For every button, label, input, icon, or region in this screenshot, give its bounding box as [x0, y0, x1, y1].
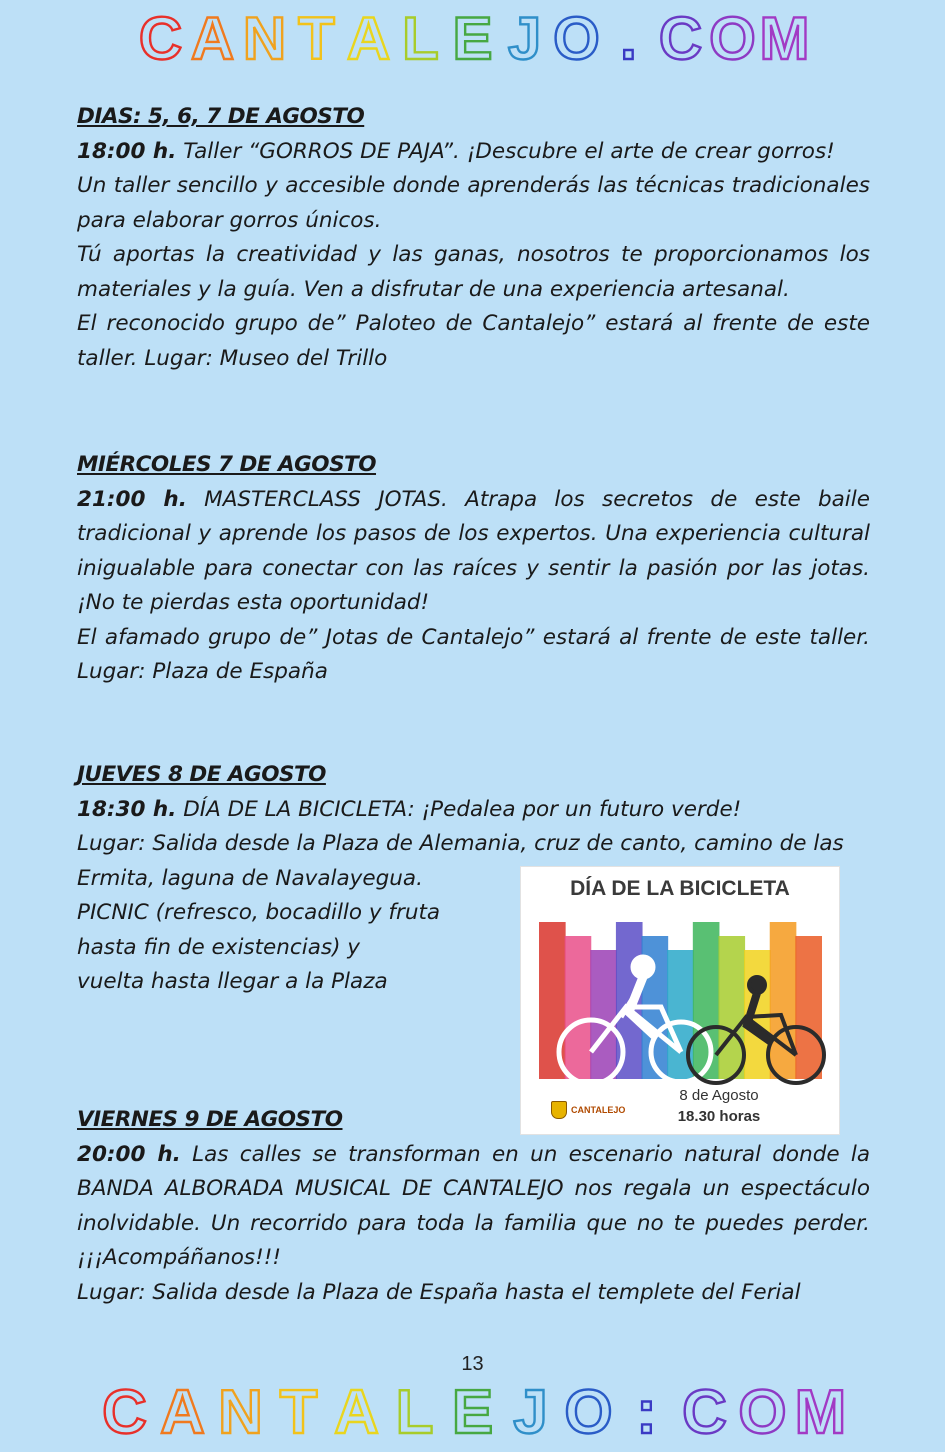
poster-title: DÍA DE LA BICICLETA [570, 877, 790, 900]
section-heading: DIAS: 5, 6, 7 DE AGOSTO [77, 104, 365, 129]
event-note: hasta fin de existencias) y [77, 934, 361, 960]
event-time: 18:30 h. [77, 796, 177, 822]
event-time: 18:00 h. [77, 138, 177, 164]
banner-letter: T [279, 1377, 318, 1447]
banner-letter: O [709, 4, 756, 72]
section-heading: JUEVES 8 DE AGOSTO [77, 762, 326, 787]
event-note: PICNIC (refresco, bocadillo y fruta [77, 900, 441, 925]
shield-icon [551, 1101, 567, 1119]
event-note: vuelta hasta llegar a la Plaza [77, 969, 388, 994]
banner-letter: M [794, 1377, 847, 1447]
banner-letter: . [620, 4, 637, 72]
event-description: 20:00 h. Las calles se transforman en un escenario natural donde la BANDA ALBORADA MUSICAL DE CANTALEJO nos regala un espectáculo inolvidable. Un recorrido para toda la familia que no te puedes perder. ¡¡¡Acompáñanos!!! [77, 1141, 870, 1270]
event-time: 21:00 h. [77, 486, 187, 512]
poster-time: 18.30 horas [677, 1108, 761, 1125]
event-location: Ermita, laguna de Navalayegua. [77, 865, 423, 891]
poster-stripe [770, 922, 797, 1079]
banner-letter: O [738, 1377, 787, 1447]
banner-letter: : [636, 1377, 657, 1447]
event-description: 21:00 h. MASTERCLASS JOTAS. Atrapa los secretos de este baile tradicional y aprende los pasos de los expertos. Una experiencia cultural inigualable para conectar con las raíces y sentir la pasión por las jotas. ¡No te pierdas esta oportunidad! [77, 486, 870, 615]
banner-letter: O [564, 1377, 613, 1447]
site-banner-top [0, 2, 945, 74]
rainbow-stripes [539, 922, 822, 1079]
banner-letter: N [242, 4, 287, 72]
banner-letter: T [298, 4, 335, 72]
banner-letter: E [451, 1377, 494, 1447]
site-banner-bottom [0, 1372, 945, 1452]
poster-stripe [590, 950, 617, 1079]
banner-letter: J [507, 4, 542, 72]
event-description: El reconocido grupo de” Paloteo de Cantalejo” estará al frente de este taller. Lugar: Museo del Trillo [77, 311, 870, 371]
section-heading: VIERNES 9 DE AGOSTO [77, 1107, 343, 1132]
banner-letter: A [334, 1377, 379, 1447]
poster-stripe [693, 922, 720, 1079]
section-heading: MIÉRCOLES 7 DE AGOSTO [77, 452, 377, 477]
banner-letter: C [658, 4, 703, 72]
cantalejo-logo: CANTALEJO [551, 1101, 625, 1119]
poster-date: 8 de Agosto [679, 1087, 759, 1104]
banner-letter: A [190, 4, 235, 72]
banner-letter: A [160, 1377, 205, 1447]
poster-stripe [718, 936, 745, 1079]
banner-letter: N [218, 1377, 263, 1447]
banner-letter: E [452, 4, 493, 72]
banner-letter: C [682, 1377, 727, 1447]
page-number: 13 [461, 1353, 484, 1375]
banner-letter: C [138, 4, 183, 72]
event-description: 18:30 h. DÍA DE LA BICICLETA: ¡Pedalea por un futuro verde! [77, 796, 742, 822]
banner-letter: O [553, 4, 600, 72]
poster-stripe [565, 936, 592, 1079]
event-location: Lugar: Salida desde la Plaza de España hasta el templete del Ferial [77, 1279, 801, 1305]
event-section-1 [77, 100, 870, 376]
bicycle-day-poster [520, 866, 840, 1135]
banner-letter: C [102, 1377, 147, 1447]
event-time: 20:00 h. [77, 1141, 181, 1167]
event-description: 18:00 h. Taller “GORROS DE PAJA”. ¡Descubre el arte de crear gorros! [77, 138, 835, 164]
poster-stripe [795, 936, 822, 1079]
banner-letter: M [759, 4, 810, 72]
banner-letter: L [402, 4, 439, 72]
event-location: Lugar: Salida desde la Plaza de Alemania, cruz de canto, camino de las [77, 831, 844, 856]
event-section-2 [77, 448, 870, 690]
banner-letter: J [513, 1377, 548, 1447]
banner-letter: A [346, 4, 391, 72]
event-description: El afamado grupo de” Jotas de Cantalejo” estará al frente de este taller. Lugar: Plaza de España [77, 624, 870, 684]
event-description: Tú aportas la creatividad y las ganas, nosotros te proporcionamos los materiales y la guía. Ven a disfrutar de una experiencia artesanal. [77, 242, 870, 302]
event-description: Un taller sencillo y accesible donde aprenderás las técnicas tradicionales para elaborar gorros únicos. [77, 173, 870, 233]
banner-letter: L [395, 1377, 434, 1447]
